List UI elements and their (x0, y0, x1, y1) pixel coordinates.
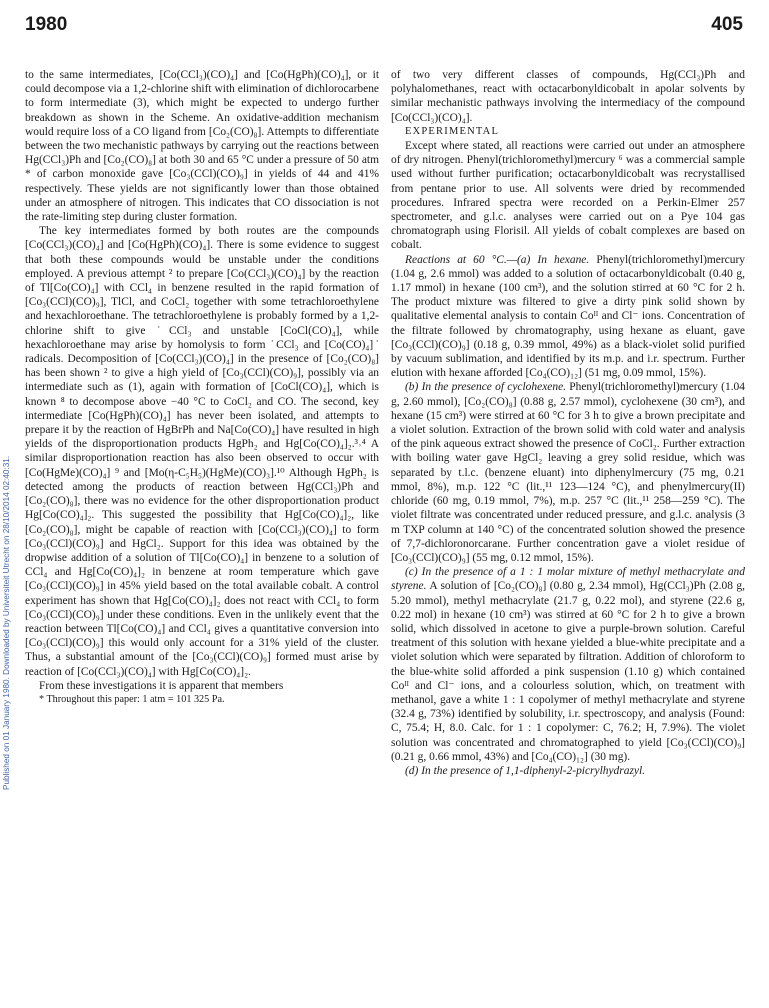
left-paragraph-1: to the same intermediates, [Co(CCl₃)(CO)₄] and [Co(HgPh)(CO)₄], or it could decompose via a 1,2-chlorine shift with elimination of dichlorocarbene to form intermediate (3), which might be expected to undergo further breakdown as shown in the Scheme. An oxidative-addition mechanism would require loss of a CO ligand from [Co₂(CO)₈]. Attempts to differentiate between the two mechanistic pathways by carrying out the reactions between Hg(CCl₃)Ph and [Co₂(CO)₈] at both 30 and 65 °C under a pressure of 50 atm * of carbon monoxide gave [Co₃(CCl)(CO)₉] in yields of 44 and 41% respectively. These yields are not significantly lower than those obtained under an atmosphere of nitrogen. This indicates that CO dissociation is not the rate-limiting step during cluster formation. (25, 69, 379, 224)
footnote: * Throughout this paper: 1 atm = 101 325 Pa. (39, 693, 225, 705)
left-column (25, 68, 379, 707)
right-paragraph-1: of two very different classes of compounds, Hg(CCl₃)Ph and polyhalomethanes, react with octacarbonyldicobalt in apolar solvents by similar mechanistic pathways involving the intermediacy of the compound [Co(CCl₃)(CO)₄]. (391, 69, 745, 124)
reaction-a-label: Reactions at 60 °C.—(a) In hexane. (405, 253, 590, 266)
reaction-b-text: Phenyl(trichloromethyl)mercury (1.04 g, 2.60 mmol), [Co₂(CO)₈] (0.88 g, 2.57 mmol), cyclohexene (30 cm³), and hexane (15 cm³) were stirred at 60 °C for 3 h to give a brown precipitate and a violet solution. Extraction of the brown solid with cold water and analysis of the pink aqueous extract showed the presence of CoCl₂. Further extraction with boiling water gave HgCl₂ leaving a grey solid residue, which was separated by t.l.c. (benzene eluant) into diphenylmercury (75 mg, 0.21 mmol, 8%), m.p. 122 °C (lit.,¹¹ 123—124 °C), and phenylmercury(II) chloride (60 mg, 0.19 mmol, 7%), m.p. 257 °C (lit.,¹¹ 258—259 °C). The violet filtrate was concentrated under reduced pressure, and g.l.c. analysis (3 m TXP column at 140 °C) of the concentrated solution showed the presence of 7,7-dichloronorcarane. Further concentration gave a violet residue of [Co₃(CCl)(CO)₉] (55 mg, 0.12 mmol, 15%). (391, 381, 745, 564)
reaction-d-label: (d) In the presence of 1,1-diphenyl-2-picrylhydrazyl. (405, 764, 646, 777)
right-paragraph-3 (391, 253, 745, 381)
reaction-c-text: A solution of [Co₂(CO)₈] (0.80 g, 2.34 mmol), Hg(CCl₃)Ph (2.08 g, 5.20 mmol), methyl methacrylate (21.7 g, 0.22 mol), and styrene (22.6 g, 0.22 mol) in hexane (10 cm³) was stirred at 60 °C for 2 h to give a brown solid, which dissolved in acetone to give a purple-brown solution. Careful treatment of this solution with hexane yielded a blue-white precipitate and a violet solution which were separated by filtration. Addition of chloroform to the blue-white solid afforded a pink suspension (1.10 g) which contained Coᴵᴵ and Cl⁻ ions, and a colourless solution, which, on treatment with methanol, gave a white 1 : 1 copolymer of methyl methacrylate and styrene (32.4 g, 73%) identified by solubility, i.r. spectroscopy, and analysis (Found: C, 75.4; H, 8.0. Calc. for 1 : 1 copolymer: C, 76.2; H, 7.9%). The violet solution was concentrated and chromatographed to yield [Co₃(CCl)(CO)₉] (0.21 g, 0.66 mmol, 43%) and [Co₄(CO)₁₂] (30 mg). (391, 580, 745, 763)
right-paragraph-6 (391, 764, 745, 778)
left-paragraph-3: From these investigations it is apparent that members (39, 679, 284, 692)
journal-year: 1980 (25, 14, 68, 35)
right-column (391, 68, 745, 778)
right-paragraph-2: Except where stated, all reactions were carried out under an atmosphere of dry nitrogen. Phenyl(trichloromethyl)mercury ⁶ was a commercial sample used without further purification; octacarbonyldicobalt was recrystallised from pentane prior to use. All solvents were dried by recommended procedures. Infrared spectra were recorded on a Perkin-Elmer 257 spectrometer, and g.l.c. analyses were carried out on a Pye 104 gas chromatograph using Florisil. All yields of cobalt complexes are based on cobalt. (391, 140, 745, 252)
right-paragraph-4 (391, 380, 745, 565)
download-watermark (2, 150, 12, 790)
left-paragraph-2: The key intermediates formed by both routes are the compounds [Co(CCl₃)(CO)₄] and [Co(HgPh)(CO)₄]. There is some evidence to suggest that both these compounds would be unstable under the conditions employed. A previous attempt ² to prepare [Co(CCl₃)(CO)₄] by the reaction of Tl[Co(CO)₄] with CCl₄ in benzene resulted in the rapid formation of [Co₃(CCl)(CO)₉], TlCl, and CoCl₂ together with some tetrachloroethylene and hexachloroethane. The tetrachloroethylene is probably formed by a 1,2-chlorine shift to give ˙CCl₃ and unstable [CoCl(CO)₄], while hexachloroethane may arise by homolysis to form ˙CCl₃ and [Co(CO)₄]˙ radicals. Decomposition of [Co(CCl₃)(CO)₄] in the presence of [Co₂(CO)₈] has been shown ² to give a high yield of [Co₃(CCl)(CO)₉], possibly via an intermediate such as (1), again with formation of [CoCl(CO)₄], which is known ⁸ to decompose above −40 °C to CoCl₂ and CO. The second, key intermediate [Co(HgPh)(CO)₄] has never been isolated, and attempts to prepare it by the reaction of HgBrPh and Na[Co(CO)₄] have resulted in high yields of the disproportionation products HgPh₂ and Hg[Co(CO)₄]₂.³˒⁴ A similar disproportionation reaction has also been observed to occur with [Co(HgMe)(CO)₄] ⁹ and [Mo(η-C₅H₅)(HgMe)(CO)₃].¹⁰ Although HgPh₂ is detected among the products of reaction between Hg(CCl₃)Ph and [Co₂(CO)₈], there was no evidence for the other disproportionation product Hg[Co(CO)₄]₂. This suggested the possibility that Hg[Co(CO)₄]₂, like [Co₂(CO)₈], might be capable of reaction with [Co(CCl₃)(CO)₄] to form [Co₃(CCl)(CO)₉] and HgCl₂. Support for this idea was obtained by the dropwise addition of a solution of Tl[Co(CO)₄] in benzene to a solution of CCl₄ and Hg[Co(CO)₄]₂ in benzene at room temperature which gave [Co₃(CCl)(CO)₉] in 45% yield based on the total available cobalt. A control experiment has shown that Hg[Co(CO)₄]₂ does not react with CCl₄ to form [Co₃(CCl)(CO)₉] under these conditions. Even in the unlikely event that the reaction between Tl[Co(CO)₄] and CCl₄ gives a quantitative conversion into [Co₃(CCl)(CO)₉] this would only account for a 31% yield of the cluster. Thus, a substantial amount of the [Co₃(CCl)(CO)₉] formed must arise by reaction of [Co(CCl₃)(CO)₄] with Hg[Co(CO)₄]₂. (25, 225, 379, 678)
reaction-a-text: Phenyl(trichloromethyl)mercury (1.04 g, 2.6 mmol) was added to a solution of octacarbonyldicobalt (0.40 g, 1.17 mmol) in hexane (100 cm³), and the solution stirred at 60 °C for 2 h. The product mixture was filtered to give a dirty pink solid shown by qualitative elemental analysis to contain Coᴵᴵ and Cl⁻ ions. Concentration of the filtrate followed by chromatography, using hexane as eluant, gave [Co₃(CCl)(CO)₉] (0.18 g, 0.39 mmol, 49%) as a black-violet solid purified by vacuum sublimation, and identified by its m.p. and i.r. spectrum. Further elution with hexane afforded [Co₄(CO)₁₂] (51 mg, 0.09 mmol, 15%). (391, 253, 745, 380)
reaction-c-label: (c) In the presence of a 1 : 1 molar mixture of methyl methacrylate and styrene. (391, 566, 745, 593)
section-heading: EXPERIMENTAL (405, 125, 500, 137)
page-number: 405 (711, 14, 743, 35)
right-paragraph-5 (391, 565, 745, 764)
reaction-b-label: (b) In the presence of cyclohexene. (405, 381, 566, 394)
download-watermark-text[interactable]: Published on 01 January 1980. Downloaded by Universiteit Utrecht on 28/10/2014 02:40:31. (2, 455, 11, 790)
